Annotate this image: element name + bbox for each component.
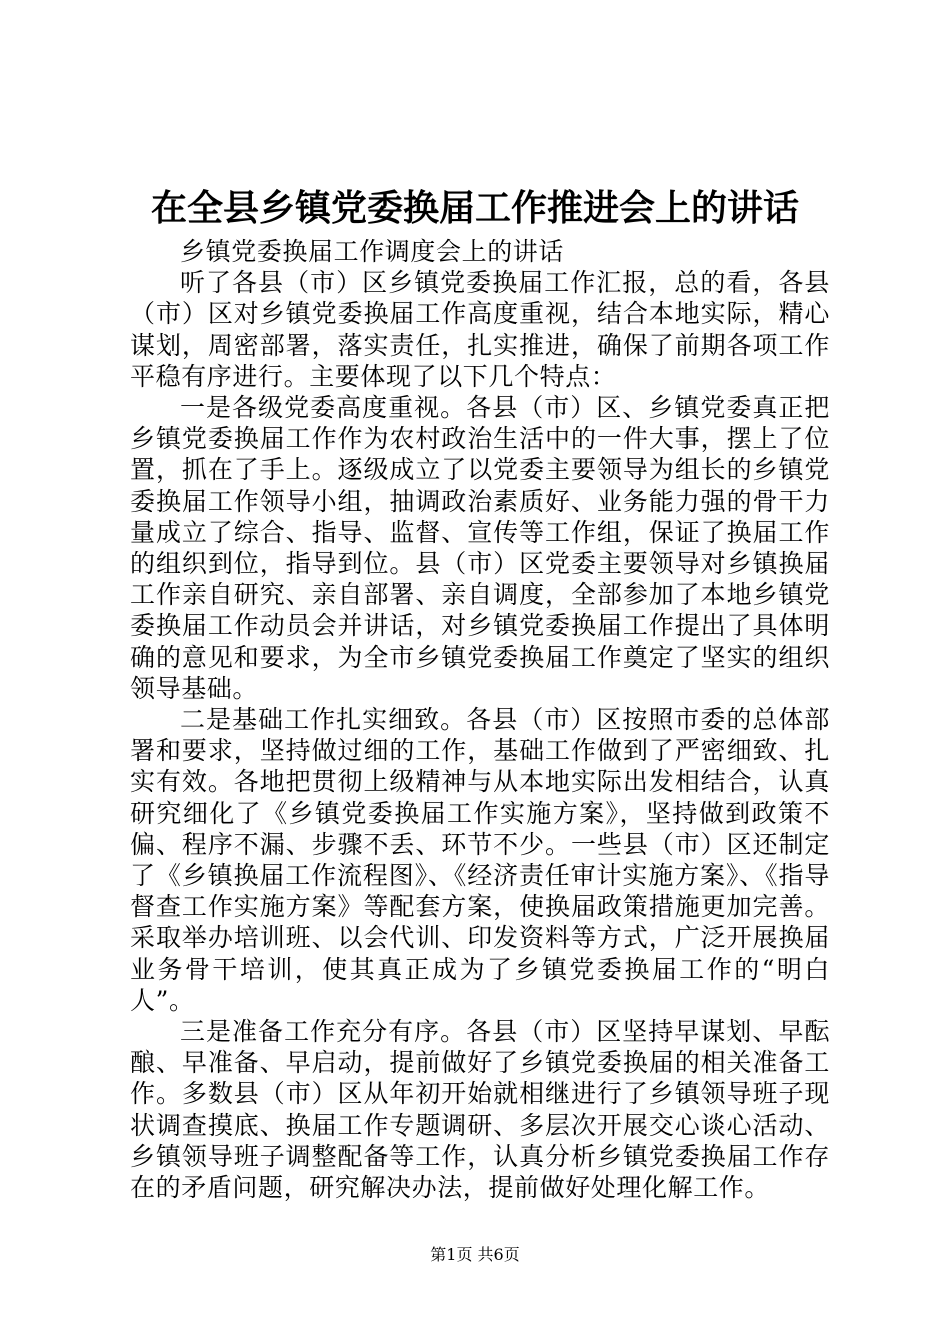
page-number-footer: 第1页 共6页 [430, 1245, 520, 1264]
intro-paragraph: 听了各县（市）区乡镇党委换届工作汇报，总的看，各县（市）区对乡镇党委换届工作高度重视，结合本地实际，精心谋划，周密部署，落实责任，扎实推进，确保了前期各项工作平稳有序进行。主要体现了以下几个特点： [130, 268, 830, 391]
point-one-paragraph: 一是各级党委高度重视。各县（市）区、乡镇党委真正把乡镇党委换届工作作为农村政治生活中的一件大事，摆上了位置，抓在了手上。逐级成立了以党委主要领导为组长的乡镇党委换届工作领导小组，抽调政治素质好、业务能力强的骨干力量成立了综合、指导、监督、宣传等工作组，保证了换届工作的组织到位，指导到位。县（市）区党委主要领导对乡镇换届工作亲自研究、亲自部署、亲自调度，全部参加了本地乡镇党委换届工作动员会并讲话，对乡镇党委换届工作提出了具体明确的意见和要求，为全市乡镇党委换届工作奠定了坚实的组织领导基础。 [130, 393, 830, 703]
point-three-paragraph: 三是准备工作充分有序。各县（市）区坚持早谋划、早酝酿、早准备、早启动，提前做好了乡镇党委换届的相关准备工作。多数县（市）区从年初开始就相继进行了乡镇领导班子现状调查摸底、换届工作专题调研、多层次开展交心谈心活动、乡镇领导班子调整配备等工作，认真分析乡镇党委换届工作存在的矛盾问题，研究解决办法，提前做好处理化解工作。 [130, 1017, 830, 1203]
document-title: 在全县乡镇党委换届工作推进会上的讲话 [150, 187, 799, 229]
subtitle-paragraph: 乡镇党委换届工作调度会上的讲话 [180, 237, 565, 266]
point-two-paragraph: 二是基础工作扎实细致。各县（市）区按照市委的总体部署和要求，坚持做过细的工作，基础工作做到了严密细致、扎实有效。各地把贯彻上级精神与从本地实际出发相结合，认真研究细化了《乡镇党委换届工作实施方案》，坚持做到政策不偏、程序不漏、步骤不丢、环节不少。一些县（市）区还制定了《乡镇换届工作流程图》、《经济责任审计实施方案》、《指导督查工作实施方案》等配套方案，使换届政策措施更加完善。采取举办培训班、以会代训、印发资料等方式，广泛开展换届业务骨干培训，使其真正成为了乡镇党委换届工作的“明白人”。 [130, 705, 830, 1015]
document-body [130, 236, 830, 1203]
